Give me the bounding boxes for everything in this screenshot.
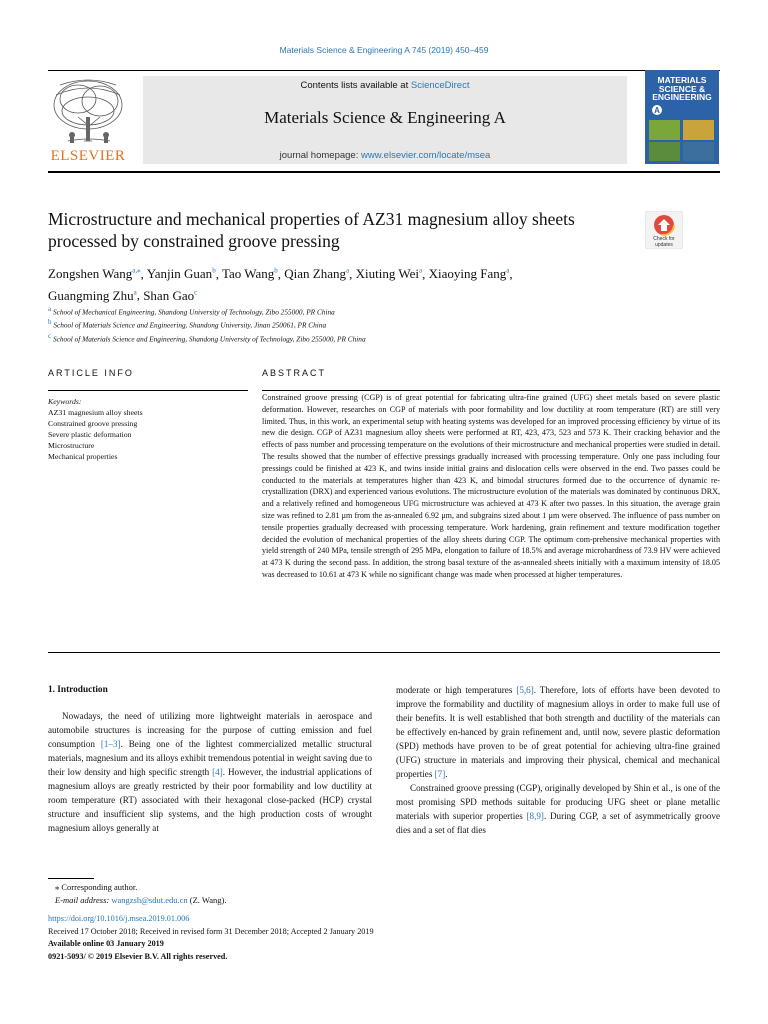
citation-link[interactable]: [1–3] — [100, 738, 121, 749]
elsevier-wordmark: ELSEVIER — [50, 148, 126, 164]
doi-link[interactable]: https://doi.org/10.1016/j.msea.2019.01.006 — [48, 914, 190, 923]
header-bottom-rule — [48, 171, 720, 173]
author: Qian Zhang$^a$ — [284, 266, 350, 282]
journal-header-box — [143, 76, 627, 164]
keyword: Mechanical properties — [48, 452, 118, 461]
publication-info — [48, 913, 374, 963]
article-info-heading: ARTICLE INFO — [48, 368, 134, 378]
citation-link[interactable]: [7] — [434, 768, 446, 779]
keywords — [48, 396, 248, 462]
author-list: Zongshen Wang$^{a,⁎}$, Yanjin Guan$^b$, Tao Wang$^b$, Qian Zhang$^a$, Xiuting Wei$^a$, Xiaoying Fang$^a$, Guangming Zhu$^a$, Shan Gao$^c$ — [48, 266, 513, 303]
affiliation: $^b$ School of Materials Science and Engineering, Shandong University, Jinan 250061, PR China — [48, 318, 327, 330]
svg-text:Check for: Check for — [653, 236, 675, 242]
article-title: Microstructure and mechanical properties of AZ31 magnesium alloy sheets processed by constrained groove pressing — [48, 209, 575, 251]
body-column-left — [48, 684, 372, 836]
journal-title: Materials Science & Engineering A — [264, 108, 506, 127]
keyword: Constrained groove pressing — [48, 419, 138, 428]
keyword: AZ31 magnesium alloy sheets — [48, 408, 143, 417]
cover-artwork-icon — [649, 104, 715, 162]
journal-citation[interactable]: Materials Science & Engineering A 745 (2019) 450–459 — [279, 45, 489, 55]
abstract-heading: ABSTRACT — [262, 368, 327, 378]
author: Shan Gao$^c$ — [143, 287, 198, 303]
abstract-rule-top — [262, 390, 720, 391]
author: Xiaoying Fang$^a$ — [428, 266, 510, 282]
citation-link[interactable]: [5,6] — [516, 685, 534, 695]
article-info-rule — [48, 390, 248, 391]
email-link[interactable]: wangzsh@sdut.edu.cn — [111, 895, 188, 905]
abstract-rule-bottom — [48, 652, 720, 653]
paragraph: Constrained groove pressing (CGP), originally developed by Shin et al., is one of the most promising SPD methods suitable for producing UFG sheet or plane metallic materials with superior properties [8,9]. During CGP, a set of asymmetrically groove dies and a set of flat dies — [396, 782, 720, 835]
svg-text:updates: updates — [655, 242, 673, 248]
paragraph: moderate or high temperatures [5,6]. Therefore, lots of efforts have been devoted to improve the formability and ductility of magnesium alloys in order to make full use of their benefits. It is well established that both strength and ductility of the materials can be effectively en-hanced by grain refinement and, until now, severe plastic deformation (SPD) methods have proven to be of great potential for achieving ultra-fine grained (UFG) structure in materials and improving their physical, chemical and mechanical properties [7]. — [396, 685, 720, 779]
check-for-updates-icon[interactable] — [645, 211, 683, 249]
available-online: Available online 03 January 2019 — [48, 939, 164, 948]
keywords-label: Keywords: — [48, 397, 82, 406]
svg-text:A: A — [654, 106, 660, 115]
homepage-label: journal homepage: — [279, 150, 361, 161]
email-line: E-mail address: wangzsh@sdut.edu.cn (Z. Wang). — [55, 895, 227, 905]
affiliation: $^c$ School of Materials Science and Engineering, Shandong University of Technology, Zibo 255000, PR China — [48, 331, 366, 344]
corresponding-author-note: ⁎ Corresponding author. — [55, 882, 138, 892]
citation-link[interactable]: [8,9] — [526, 810, 544, 821]
footnote-rule — [48, 878, 94, 879]
journal-cover-thumbnail[interactable] — [645, 70, 719, 164]
affiliation: $^a$ School of Mechanical Engineering, Shandong University of Technology, Zibo 255000, PR China — [48, 305, 335, 317]
cover-title: MATERIALS SCIENCE & ENGINEERING — [652, 75, 712, 102]
body-column-right — [396, 684, 720, 837]
footnotes — [55, 881, 226, 907]
author: Zongshen Wang$^{a,⁎}$ — [48, 266, 141, 282]
contents-line — [143, 80, 627, 91]
homepage-line — [143, 150, 627, 161]
received-dates: Received 17 October 2018; Received in revised form 31 December 2018; Accepted 2 January 2019 — [48, 926, 374, 936]
affiliations — [48, 304, 648, 344]
homepage-link[interactable]: www.elsevier.com/locate/msea — [360, 150, 491, 161]
keyword: Severe plastic deformation — [48, 430, 132, 439]
copyright: 0921-5093/ © 2019 Elsevier B.V. All rights reserved. — [48, 951, 228, 961]
contents-prefix: Contents lists available at — [300, 80, 411, 91]
citation-link[interactable]: [4] — [212, 766, 223, 777]
paragraph: Nowadays, the need of utilizing more lightweight materials in aerospace and automobile structures is increasing for the purpose of cutting emission and fuel consumption [1–3]. Being one of the lightest commercialized metallic structural materials, magnesium and its alloys exhibit tremendous potential in weight saving due to their low density and high specific strength [4]. However, the industrial applications of magnesium alloys are greatly restricted by their poor formability and low ductility at room temperature (RT) associated with their hexagonal close-packed (HCP) crystal structure and insufficient slip systems, and the high production costs of wrought magnesium alloys generally at — [48, 710, 373, 833]
section-heading: 1. Introduction — [48, 685, 108, 695]
abstract-text: Constrained groove pressing (CGP) is of great potential for fabricating ultra-fine grained (UFG) sheet metals based on severe plastic deformation. However, researches on CGP of materials with poor formability and low ductility at room temperature (RT) are still very limited. Thus, in this work, an experimental setup with heating systems was developed for an improved processing efficiency by virtue of its new die design. CGP of AZ31 magnesium alloy sheets were performed at RT, 423, 473, 523 and 573 K. Their cracking behavior and the effects of pass number and processing temperature on the evolutions of their microstructure and mechanical properties were studied in detail. The results showed that the number of effective pressings gradually increased with processing temperature. Only one pass including four pressings could be finished at 423 K, and twins inside initial grains and dislocation cells were observed in the end. Two passes could be conducted to the materials at temperatures higher than 423 K, and bimodal structures formed due to the occurrence of dynamic re-crystallization (DRX) and experienced various evolutions. The microstructure evolution of the materials was dominated by continuous DRX, and a relatively refined and homogeneous UFG microstructure was achieved at 473 K after two passes. In this situation, the average grain size was refined to 2.81 μm from the as-annealed 6.92 μm, and subgrains sized about 1 μm were observed. The influence of pass number on tensile properties gradually decreased with processing temperature. Work hardening, grain refinement and texture modification together decided the evolution of mechanical properties of the alloy sheets during CGP. The optimum com-prehensive mechanical properties with yield strength of 240 MPa, tensile strength of 295 MPa, elongation to failure of 18.5% and average microhardness of 73.9 HV were achieved at 473 K during the second pass. In addition, the strong basal texture of the as-annealed sheets initially with a maximum intensity of 18.05 was decreased to 10.61 at 473 K while no significant change was made when processed at higher temperatures. — [262, 393, 720, 579]
author: Tao Wang$^b$ — [221, 266, 278, 282]
header-top-rule — [48, 70, 720, 71]
author: Yanjin Guan$^b$ — [146, 266, 216, 282]
author: Xiuting Wei$^a$ — [355, 266, 423, 282]
sciencedirect-link[interactable]: ScienceDirect — [410, 80, 470, 91]
keyword: Microstructure — [48, 441, 95, 450]
author: Guangming Zhu$^a$ — [48, 287, 137, 303]
